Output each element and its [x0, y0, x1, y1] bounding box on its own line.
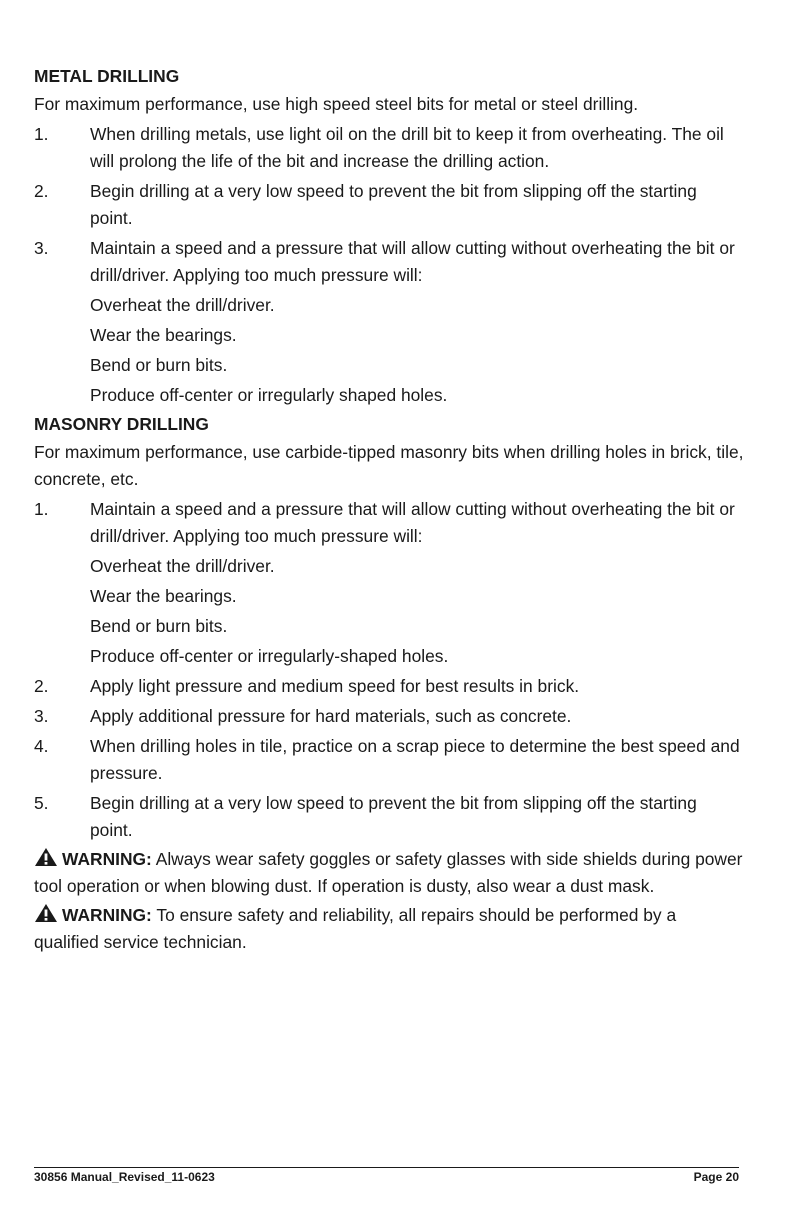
masonry-intro: For maximum performance, use carbide-tipped masonry bits when drilling holes in brick, tile, concrete, etc. — [34, 442, 744, 489]
metal-step-2 — [34, 178, 744, 232]
warning-label: WARNING: — [62, 905, 152, 925]
step-number: 5. — [34, 793, 49, 813]
masonry-step-4 — [34, 733, 744, 787]
step-text: Maintain a speed and a pressure that will allow cutting without overheating the bit or drill/driver. Applying too much pressure will: — [90, 499, 735, 546]
warning-text: Always wear safety goggles or safety glasses with side shields during power tool operation or when blowing dust. If operation is dusty, also wear a dust mask. — [34, 849, 743, 896]
metal-subitem: Overheat the drill/driver. — [90, 295, 275, 315]
warning-label: WARNING: — [62, 849, 152, 869]
step-number: 1. — [34, 499, 49, 519]
step-text: Apply additional pressure for hard materials, such as concrete. — [90, 706, 572, 726]
masonry-subitem: Produce off-center or irregularly-shaped holes. — [90, 646, 449, 666]
masonry-step-2 — [34, 673, 744, 700]
step-text: When drilling holes in tile, practice on a scrap piece to determine the best speed and pressure. — [90, 736, 740, 783]
footer-divider — [34, 1167, 739, 1168]
step-number: 3. — [34, 706, 49, 726]
masonry-subitem: Bend or burn bits. — [90, 616, 228, 636]
footer-page-number: Page 20 — [693, 1170, 739, 1184]
metal-intro: For maximum performance, use high speed steel bits for metal or steel drilling. — [34, 94, 639, 114]
warning-text: To ensure safety and reliability, all repairs should be performed by a qualified service technician. — [34, 905, 677, 952]
masonry-step-5 — [34, 790, 744, 844]
masonry-subitem: Wear the bearings. — [90, 586, 237, 606]
metal-step-1 — [34, 121, 744, 175]
metal-step-3 — [34, 235, 744, 289]
warning-triangle-icon — [34, 847, 58, 867]
masonry-step-3 — [34, 703, 744, 730]
warning-triangle-icon — [34, 903, 58, 923]
masonry-subitem: Overheat the drill/driver. — [90, 556, 275, 576]
masonry-step-1 — [34, 496, 744, 550]
section-heading-masonry: MASONRY DRILLING — [34, 414, 209, 434]
step-text: Apply light pressure and medium speed for best results in brick. — [90, 676, 580, 696]
step-text: Begin drilling at a very low speed to prevent the bit from slipping off the starting point. — [90, 181, 697, 228]
metal-subitem: Bend or burn bits. — [90, 355, 228, 375]
page-content — [34, 61, 744, 956]
metal-subitem: Wear the bearings. — [90, 325, 237, 345]
metal-subitem: Produce off-center or irregularly shaped holes. — [90, 385, 448, 405]
warning-goggles — [34, 846, 744, 900]
step-number: 2. — [34, 676, 49, 696]
step-number: 2. — [34, 181, 49, 201]
footer-document-id: 30856 Manual_Revised_11-0623 — [34, 1170, 215, 1184]
section-heading-metal: METAL DRILLING — [34, 66, 180, 86]
step-text: Maintain a speed and a pressure that will allow cutting without overheating the bit or drill/driver. Applying too much pressure will: — [90, 238, 735, 285]
warning-repairs — [34, 902, 744, 956]
step-text: Begin drilling at a very low speed to prevent the bit from slipping off the starting point. — [90, 793, 697, 840]
step-text: When drilling metals, use light oil on the drill bit to keep it from overheating. The oil will prolong the life of the bit and increase the drilling action. — [90, 124, 724, 171]
step-number: 3. — [34, 238, 49, 258]
step-number: 4. — [34, 736, 49, 756]
step-number: 1. — [34, 124, 49, 144]
